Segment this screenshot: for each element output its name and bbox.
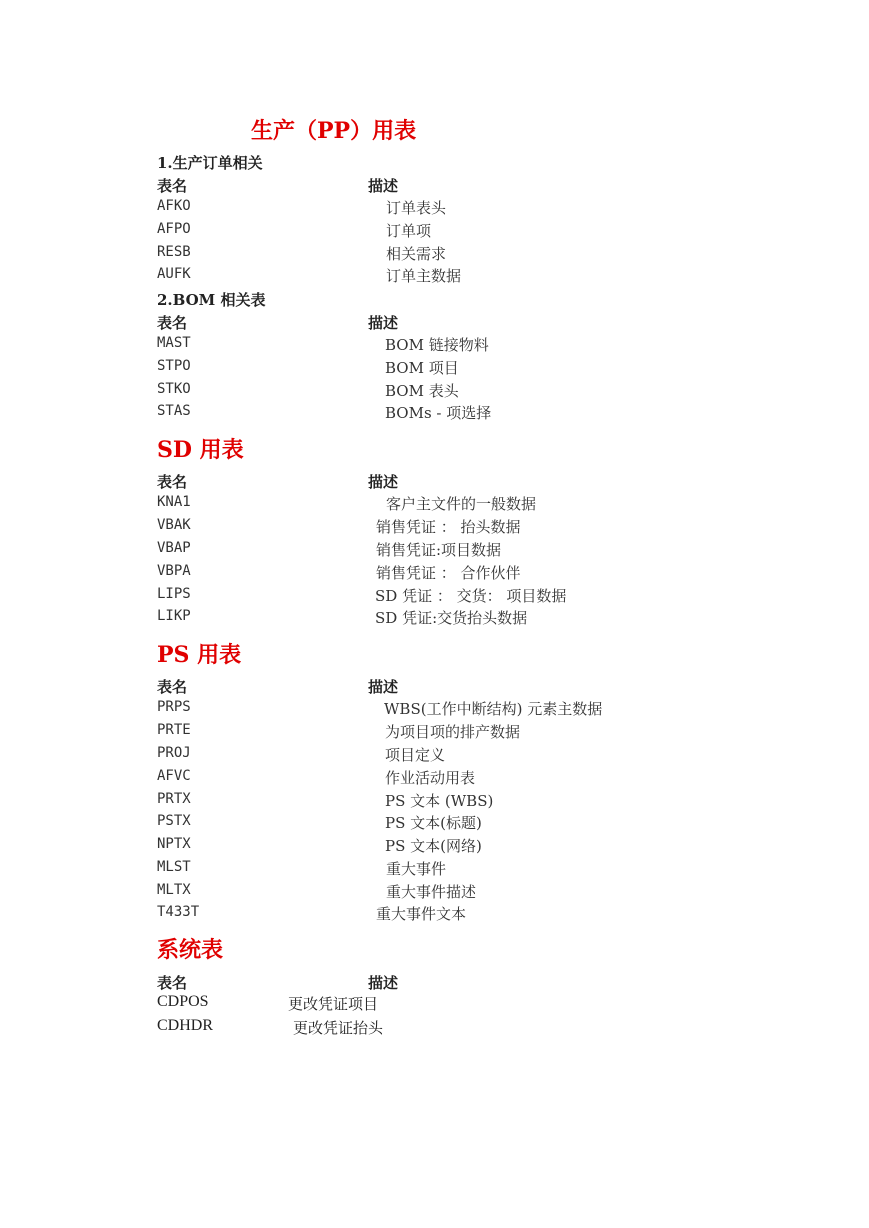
table-desc: 订单项 [386,222,432,240]
table-desc: 更改凭证抬头 [293,1019,384,1037]
table-desc: 订单主数据 [386,267,462,285]
pp-subheading-production-order: 1.生产订单相关 [157,154,263,172]
table-desc: WBS(工作中断结构) 元素主数据 [384,700,603,718]
table-desc: 为项目项的排产数据 [385,723,521,741]
ps-title: PS 用表 [157,642,242,668]
table-desc: 重大事件描述 [386,883,477,901]
table-code: PRPS [157,699,191,715]
table-code: VBAK [157,517,191,533]
ps-header-name: 表名 [157,678,188,696]
table-code: PSTX [157,813,191,829]
table-code: PROJ [157,745,191,761]
table-code: STAS [157,403,191,419]
table-desc: BOM 链接物料 [385,336,489,354]
pp-subheading-bom: 2.BOM 相关表 [157,291,266,309]
table-code: AFVC [157,768,191,784]
table-desc: 项目定义 [385,746,446,764]
sd-header-name: 表名 [157,473,188,491]
table-desc: 重大事件文本 [376,905,467,923]
table-desc: 客户主文件的一般数据 [386,495,537,513]
pp-header-name: 表名 [157,177,188,195]
pp-header-desc: 描述 [368,177,399,195]
table-code: VBPA [157,563,191,579]
table-desc: PS 文本(网络) [385,837,482,855]
table-desc: 作业活动用表 [385,769,476,787]
table-code: LIKP [157,608,191,624]
table-desc: 销售凭证 ： 合作伙伴 [376,564,521,582]
table-code: CDPOS [157,993,209,1010]
table-desc: 更改凭证项目 [288,995,379,1013]
table-code: VBAP [157,540,191,556]
table-code: KNA1 [157,494,191,510]
table-desc: 销售凭证:项目数据 [376,541,502,559]
table-code: AFKO [157,198,191,214]
table-code: STPO [157,358,191,374]
sys-header-desc: 描述 [368,974,399,992]
table-code: AUFK [157,266,191,282]
pp-title: 生产（PP）用表 [251,118,417,144]
table-desc: SD 凭证 ： 交货： 项目数据 [375,587,567,605]
table-desc: PS 文本(标题) [385,814,482,832]
table-desc: BOM 表头 [385,382,459,400]
table-code: AFPO [157,221,191,237]
table-code: CDHDR [157,1017,214,1034]
table-desc: BOMs - 项选择 [385,404,492,422]
table-code: PRTE [157,722,191,738]
pp-header-desc-2: 描述 [368,314,399,332]
sd-header-desc: 描述 [368,473,399,491]
table-desc: 订单表头 [386,199,447,217]
table-desc: BOM 项目 [385,359,459,377]
table-code: LIPS [157,586,191,602]
sys-title: 系统表 [157,937,224,963]
table-code: T433T [157,904,200,920]
table-desc: 销售凭证 ： 抬头数据 [376,518,521,536]
table-code: MAST [157,335,191,351]
table-desc: 重大事件 [386,860,447,878]
table-desc: SD 凭证:交货抬头数据 [375,609,528,627]
table-code: RESB [157,244,191,260]
table-code: STKO [157,381,191,397]
table-desc: 相关需求 [386,245,447,263]
table-code: MLST [157,859,191,875]
table-code: MLTX [157,882,191,898]
sd-title: SD 用表 [157,437,244,463]
sys-header-name: 表名 [157,974,188,992]
table-code: NPTX [157,836,191,852]
pp-header-name-2: 表名 [157,314,188,332]
table-desc: PS 文本 (WBS) [385,792,494,810]
table-code: PRTX [157,791,191,807]
ps-header-desc: 描述 [368,678,399,696]
